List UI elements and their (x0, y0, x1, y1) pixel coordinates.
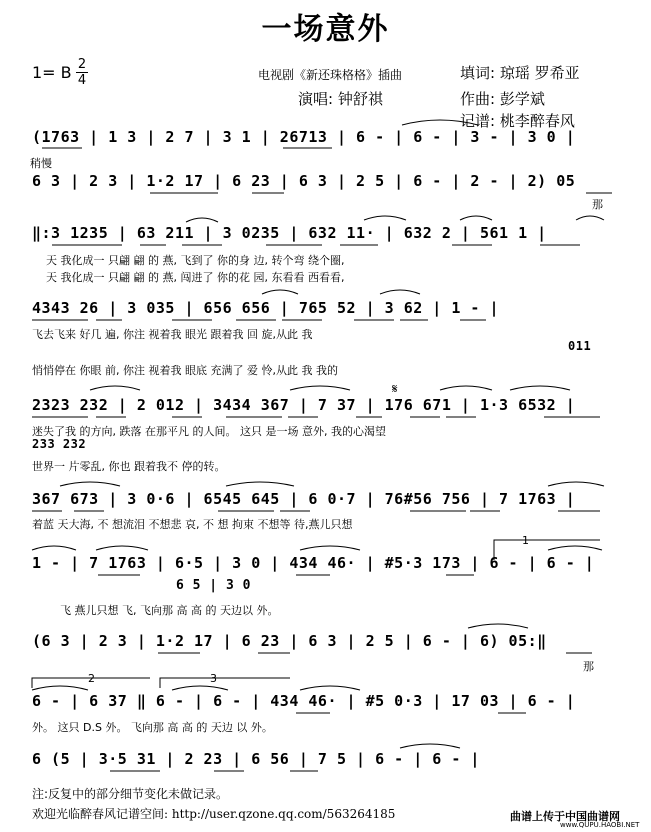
lyric-row-9: 外。 这只 D.S 外。 飞向那 高 高 的 天边 以 外。 (32, 721, 273, 734)
volta-2-label: 2 (88, 672, 95, 685)
slur-row7-d (548, 546, 602, 550)
music-row-10: 6 (5 | 3·5 31 | 2 23 | 6 56 | 7 5 | 6 - | 6 - | (32, 750, 480, 768)
lyricist: 填词: 琼瑶 罗希亚 (460, 64, 580, 82)
slur-row3-b (364, 216, 406, 220)
music-row-8: (6 3 | 2 3 | 1·2 17 | 6 23 | 6 3 | 2 5 | 6 - | 6) 05:‖ (32, 632, 547, 650)
slur-row9-a (32, 686, 88, 690)
segno-sign: 𝄋 (392, 382, 398, 397)
slur-row9-b (172, 686, 228, 690)
footnote: 注:反复中的部分细节变化未做记录。 (32, 787, 229, 801)
lyric-row-5a: 迷失了我 的方向, 跌落 在那平凡 的人间。 这只 是一场 意外, 我的心渴望 (32, 425, 386, 438)
tempo-mark: 稍慢 (30, 157, 52, 170)
slur-row4-a (262, 290, 298, 294)
time-sig-top: 2 (77, 57, 87, 72)
footer-link-text: 欢迎光临醉春风记谱空间: http://user.qzone.qq.com/563264185 (32, 807, 396, 821)
slur-row5-c (440, 386, 492, 390)
composer: 作曲: 彭学斌 (460, 90, 545, 108)
lyric-row-6: 着蓝 天大海, 不 想流泪 不想悲 哀, 不 想 拘束 不想等 待,燕儿只想 (32, 518, 353, 531)
slur-row9-c (300, 686, 360, 690)
music-row-7: 1 - | 7 1763 | 6·5 | 3 0 | 434 46· | #5·3 173 | 6 - | 6 - | (32, 554, 595, 572)
key-signature: 1= B (32, 63, 72, 82)
slur-row7-a (32, 546, 76, 550)
lyric-row-7: 飞 燕儿只想 飞, 飞向那 高 高 的 天边以 外。 (60, 604, 279, 617)
music-row-3: ‖:3 1235 | 63 211 | 3 0235 | 632 11· | 632 2 | 561 1 | (32, 224, 547, 242)
slur-row5-b (290, 386, 350, 390)
slur-row3-d (576, 216, 604, 220)
slur-row5-d (510, 386, 570, 390)
singer: 演唱: 钟舒祺 (298, 90, 383, 108)
lyric-row-8: 那 (583, 660, 594, 673)
music-row-4: 4343 26 | 3 035 | 656 656 | 765 52 | 3 62 | 1 - | (32, 299, 500, 317)
slur-row7-c (300, 546, 360, 550)
slur-row8-a (468, 624, 528, 628)
slur-row4-b (380, 290, 420, 294)
lower-voice-notes: 6 5 | 3 0 (176, 578, 251, 593)
notation-by: 记谱: 桃李醉春风 (460, 112, 575, 130)
music-row-1: (1763 | 1 3 | 2 7 | 3 1 | 26713 | 6 - | 6 - | 3 - | 3 0 | (32, 128, 576, 146)
lyric-row-4b: 悄悄停在 你眼 前, 你注 视着我 眼底 充满了 爱 怜,从此 我 我的 (32, 364, 338, 377)
lyric-row-3b: 天 我化成一 只翩 翩 的 燕, 闯进了 你的花 园, 东看看 西看看, (46, 271, 345, 284)
lyric-row-4a: 飞去飞来 好几 遍, 你注 视着我 眼光 跟着我 回 旋,从此 我 (32, 328, 313, 341)
slur-row10-a (400, 744, 460, 748)
lyric-row-3a: 天 我化成一 只翩 翩 的 燕, 飞到了 你的身 边, 转个弯 绕个圈, (46, 254, 345, 267)
music-row-9: 6 - | 6 37 ‖ 6 - | 6 - | 434 46· | #5 0·3 | 17 03 | 6 - | (32, 692, 576, 710)
pickup-notes: 011 (568, 339, 592, 353)
slur-row7-b (96, 546, 148, 550)
volta-3-bracket (160, 678, 290, 688)
page-title: 一场意外 (261, 12, 390, 47)
slur-row5-a (90, 386, 140, 390)
music-row-5: 2323 232 | 2 012 | 3434 367 | 7 37 | 176 671 | 1·3 6532 | (32, 396, 576, 414)
volta-1-label: 1 (522, 534, 529, 547)
slur-row6-c (548, 482, 604, 486)
time-sig-bottom: 4 (77, 73, 87, 88)
music-row-6: 367 673 | 3 0·6 | 6545 645 | 6 0·7 | 76#56 756 | 7 1763 | (32, 490, 576, 508)
lyric-row-5b: 世界一 片零乱, 你也 跟着我不 停的转。 (32, 460, 226, 473)
slur-row3-c (460, 216, 492, 220)
slur-row6-b (226, 482, 294, 486)
slur-row6-a (60, 482, 120, 486)
time-signature (76, 58, 88, 87)
alt-notes: 233 232 (32, 437, 87, 451)
watermark-text: 曲谱上传于中国曲谱网 (510, 810, 620, 823)
lyric-row-2: 那 (592, 198, 603, 211)
slur-row3-a (186, 218, 218, 222)
volta-3-label: 3 (210, 672, 217, 685)
watermark-url: www.QUPU.HAOBI.NET (560, 821, 640, 829)
source-info: 电视剧《新还珠格格》插曲 (258, 68, 403, 82)
music-row-2: 6 3 | 2 3 | 1·2 17 | 6 23 | 6 3 | 2 5 | 6 - | 2 - | 2) 05 (32, 172, 576, 190)
